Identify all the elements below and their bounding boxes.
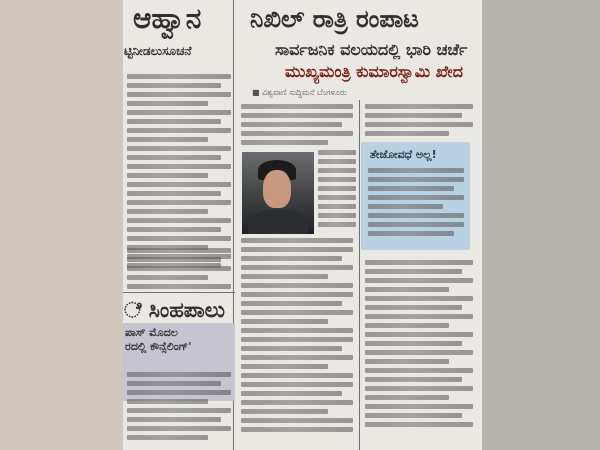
- left-subtitle: ಟ್ಟಿನೀಡಲುಸೂಚನೆ: [124, 44, 192, 58]
- column-divider-right: [359, 100, 360, 450]
- center-column-top-text: [241, 104, 353, 149]
- highlight-box-title: ತೇಜೋವಧೆ ಅಲ್ಲ!: [370, 148, 437, 161]
- left-column-lower-text: [127, 248, 231, 293]
- right-column-top-text: [365, 104, 473, 140]
- center-column-side-text: [318, 150, 356, 231]
- right-background-strip: [482, 0, 600, 450]
- left-background-strip: [0, 0, 123, 450]
- left-column-text-lines: [127, 74, 231, 272]
- face-shape: [263, 170, 291, 208]
- left-panel-line1: ಪಾಸ್ ಮೊದಲ: [125, 326, 178, 339]
- highlight-box-text: [368, 168, 464, 240]
- main-headline: ನಿಖಿಲ್ ರಾತ್ರಿ ರಂಪಾಟ: [250, 5, 419, 33]
- sub-headline-2: ಮುಖ್ಯಮಂತ್ರಿ ಕುಮಾರಸ್ವಾಮಿ ಖೇದ: [285, 62, 463, 81]
- right-column-lower-text: [365, 260, 473, 431]
- sub-headline-1: ಸಾರ್ವಜನಿಕ ವಲಯದಲ್ಲಿ ಭಾರಿ ಚರ್ಚೆ: [275, 40, 468, 59]
- left-panel-text-lines: [127, 372, 231, 444]
- left-top-headline: ಆಹ್ವಾನ: [133, 2, 202, 35]
- shirt-shape: [248, 210, 308, 234]
- left-mid-headline: ೆ ಸಿಂಹಪಾಲು: [124, 298, 225, 322]
- person-photo: [242, 152, 314, 234]
- center-column-lower-text: [241, 238, 353, 436]
- left-panel-line2: ರದಲ್ಲಿ ಕೌನ್ಸೆಲಿಂಗ್': [125, 340, 192, 353]
- byline: ■ ವಿಶ್ವವಾಣಿ ಸುದ್ದಿಮನೆ ಬೆಂಗಳೂರು: [252, 88, 347, 97]
